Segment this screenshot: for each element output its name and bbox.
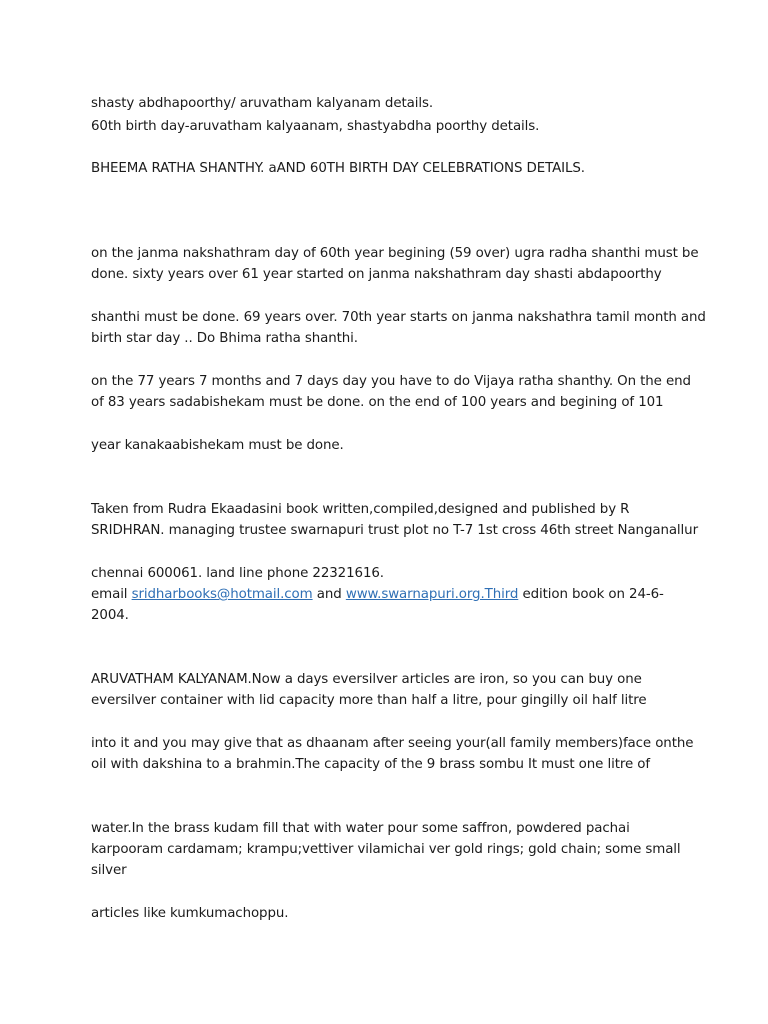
text-line: Taken from Rudra Ekaadasini book written,compiled,designed and published by R [91, 502, 630, 517]
joiner-text: and [316, 587, 342, 602]
text-line: ARUVATHAM KALYANAM.Now a days eversilver articles are iron, so you can buy one [91, 672, 642, 687]
text-line: done. sixty years over 61 year started on janma nakshathram day shasti abdapoorthy [91, 267, 662, 282]
text-line: 60th birth day-aruvatham kalyaanam, shastyabdha poorthy details. [91, 119, 540, 134]
text-line: of 83 years sadabishekam must be done. on the end of 100 years and begining of 101 [91, 395, 664, 410]
section-heading: BHEEMA RATHA SHANTHY. aAND 60TH BIRTH DAY CELEBRATIONS DETAILS. [91, 161, 585, 176]
text-line: on the 77 years 7 months and 7 days day you have to do Vijaya ratha shanthy. On the end [91, 374, 691, 389]
text-line: on the janma nakshathram day of 60th year begining (59 over) ugra radha shanthi must be [91, 246, 699, 261]
email-link[interactable]: sridharbooks@hotmail.com [131, 587, 313, 602]
text-line: silver [91, 863, 127, 878]
contact-line [91, 584, 691, 605]
text-line: shasty abdhapoorthy/ aruvatham kalyanam details. [91, 96, 434, 111]
text-line: eversilver container with lid capacity more than half a litre, pour gingilly oil half litre [91, 693, 647, 708]
text-line: karpooram cardamam; krampu;vettiver vilamichai ver gold rings; gold chain; some small [91, 842, 681, 857]
text-line: chennai 600061. land line phone 22321616. [91, 566, 384, 581]
text-line: shanthi must be done. 69 years over. 70th year starts on janma nakshathra tamil month and [91, 310, 706, 325]
text-line: oil with dakshina to a brahmin.The capacity of the 9 brass sombu It must one litre of [91, 757, 650, 772]
email-prefix: email [91, 587, 128, 602]
text-line: 2004. [91, 608, 129, 623]
text-line: articles like kumkumachoppu. [91, 906, 289, 921]
text-line: SRIDHRAN. managing trustee swarnapuri trust plot no T-7 1st cross 46th street Nanganallur [91, 523, 698, 538]
text-line: year kanakaabishekam must be done. [91, 438, 344, 453]
website-link[interactable]: www.swarnapuri.org.Third [345, 587, 519, 602]
text-line: into it and you may give that as dhaanam after seeing your(all family members)face onthe [91, 736, 694, 751]
edition-text: edition book on 24-6- [522, 587, 664, 602]
text-line: birth star day .. Do Bhima ratha shanthi. [91, 331, 358, 346]
text-line: water.In the brass kudam fill that with water pour some saffron, powdered pachai [91, 821, 630, 836]
